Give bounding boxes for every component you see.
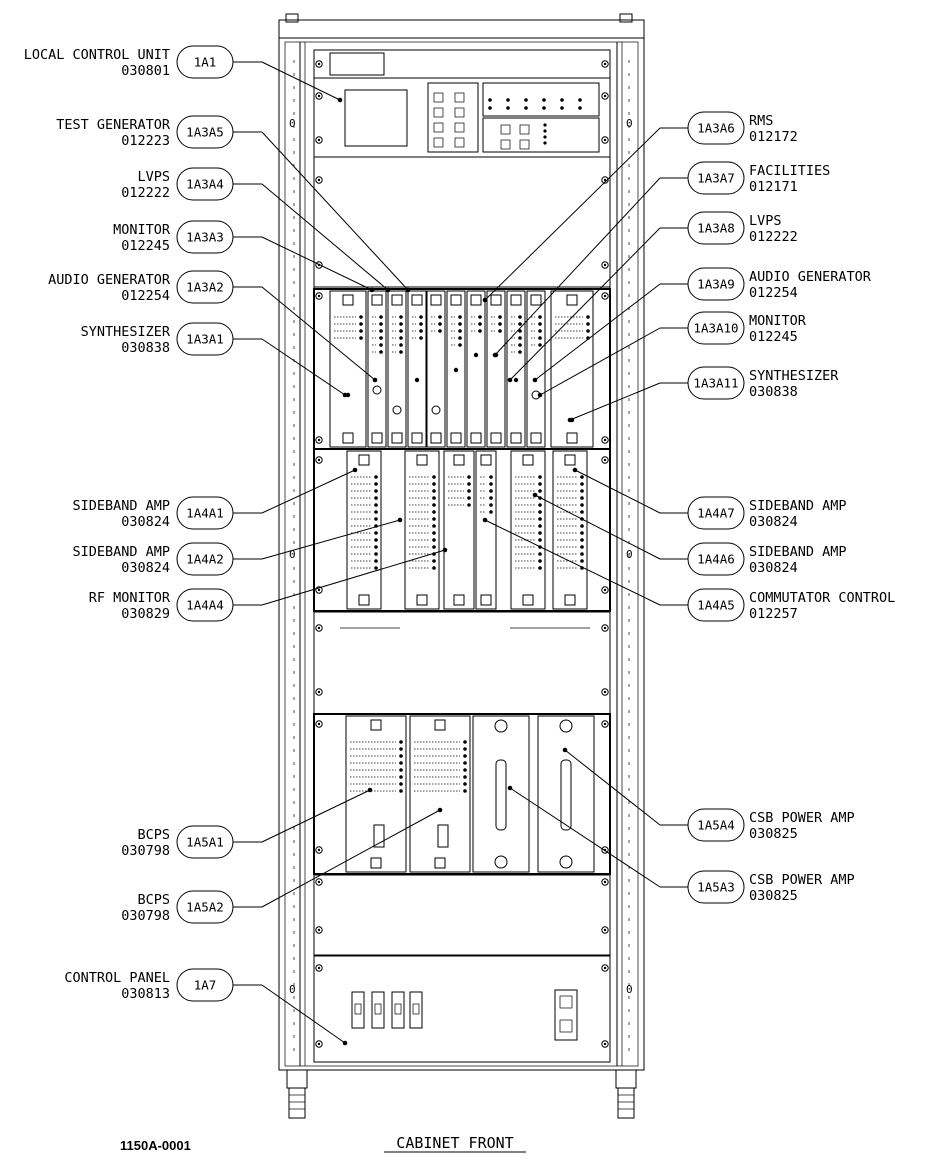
leader-line (510, 228, 660, 380)
svg-text:0: 0 (626, 983, 633, 996)
blank-panel-lower (314, 875, 610, 955)
callout-tag: 1A7 (193, 977, 217, 993)
callout-name: SIDEBAND AMP (72, 498, 170, 514)
callout-1a5a1 (121, 788, 372, 859)
svg-text:0: 0 (626, 117, 633, 130)
leader-dot (343, 393, 348, 398)
leader-dot (483, 518, 488, 523)
callout-name: CSB POWER AMP (749, 872, 855, 888)
callout-name: AUDIO GENERATOR (749, 269, 871, 285)
svg-text:0: 0 (289, 983, 296, 996)
callout-part-number: 030798 (121, 843, 170, 859)
lcu-screen (345, 90, 407, 146)
callout-1a3a11 (568, 367, 840, 422)
leader-dot (483, 298, 488, 303)
callout-name: BCPS (137, 892, 170, 908)
leader-dot (508, 378, 513, 383)
callout-part-number: 012257 (749, 606, 798, 622)
callout-1a5a2 (121, 808, 442, 924)
callout-name: SIDEBAND AMP (72, 544, 170, 560)
callout-tag: 1A3A8 (697, 220, 735, 236)
leader-dot (563, 748, 568, 753)
svg-text:0: 0 (289, 548, 296, 561)
callout-tag: 1A3A9 (697, 276, 735, 292)
lcu-top-display (330, 53, 384, 75)
leader-line (535, 495, 660, 559)
callout-part-number: 012254 (749, 285, 798, 301)
leader-dot (338, 98, 343, 103)
leader-line (535, 284, 660, 380)
callout-name: RMS (749, 113, 774, 129)
drawing-number: 1150A-0001 (120, 1138, 191, 1153)
leader-dot (373, 378, 378, 383)
callout-part-number: 030829 (121, 606, 170, 622)
leader-dot (406, 288, 411, 293)
cabinet-foot-left (287, 1070, 307, 1088)
leader-line (262, 520, 400, 559)
callout-part-number: 030824 (749, 560, 798, 576)
callout-tag: 1A4A5 (697, 597, 735, 613)
callout-name: COMMUTATOR CONTROL (749, 590, 896, 606)
leader-line (262, 985, 345, 1043)
callout-name: BCPS (137, 827, 170, 843)
callout-tag: 1A4A4 (186, 597, 224, 613)
leader-dot (343, 1041, 348, 1046)
callout-part-number: 012172 (749, 129, 798, 145)
callout-tag: 1A5A1 (186, 834, 224, 850)
leader-line (262, 62, 340, 100)
callout-tag: 1A5A3 (697, 879, 735, 895)
callout-tag: 1A1 (193, 54, 217, 70)
callout-name: CSB POWER AMP (749, 810, 855, 826)
leader-dot (568, 418, 573, 423)
leader-dot (493, 353, 498, 358)
diagram-title: CABINET FRONT (396, 1134, 514, 1152)
callout-layer (24, 46, 896, 1045)
callout-part-number: 012245 (749, 329, 798, 345)
callout-tag: 1A3A1 (186, 331, 224, 347)
callout-tag: 1A5A4 (697, 817, 735, 833)
leader-dot (573, 468, 578, 473)
callout-tag: 1A4A2 (186, 551, 224, 567)
cabinet-outer-frame (279, 38, 644, 1070)
callout-part-number: 012171 (749, 179, 798, 195)
callout-name: MONITOR (749, 313, 806, 329)
blank-panel-upper (314, 157, 610, 287)
control-panel (314, 956, 610, 1062)
callout-part-number: 030824 (121, 560, 170, 576)
callout-name: FACILITIES (749, 163, 831, 179)
callout-1a3a5 (56, 116, 410, 292)
callout-name: LOCAL CONTROL UNIT (23, 47, 170, 63)
leader-dot (386, 288, 391, 293)
callout-1a1 (24, 46, 343, 102)
leader-line (262, 810, 440, 907)
callout-tag: 1A3A10 (693, 320, 739, 336)
lcu-control-panel (483, 118, 599, 152)
lifting-eye-right (620, 14, 632, 22)
leader-line (570, 383, 660, 420)
leader-dot (508, 786, 513, 791)
callout-tag: 1A3A3 (186, 229, 224, 245)
callout-name: SIDEBAND AMP (749, 544, 847, 560)
leader-dot (368, 788, 373, 793)
callout-tag: 1A3A6 (697, 120, 735, 136)
callout-part-number: 012223 (121, 133, 170, 149)
leader-dot (533, 493, 538, 498)
leader-line (485, 128, 660, 300)
card-cage-1a5 (314, 714, 610, 874)
callout-tag: 1A3A11 (693, 375, 739, 391)
ac-outlet (555, 990, 577, 1040)
lifting-eye-left (286, 14, 298, 22)
callout-name: TEST GENERATOR (56, 117, 170, 133)
callout-name: LVPS (137, 169, 170, 185)
leader-line (262, 790, 370, 842)
leader-dot (370, 288, 375, 293)
leader-line (565, 750, 660, 825)
blank-panel-middle (314, 612, 610, 714)
callout-part-number: 012222 (749, 229, 798, 245)
leader-dot (538, 393, 543, 398)
cabinet-frame (279, 14, 644, 1118)
callout-part-number: 030825 (749, 888, 798, 904)
callout-1a3a1 (81, 323, 348, 397)
callout-tag: 1A4A1 (186, 505, 224, 521)
callout-name: CONTROL PANEL (64, 970, 170, 986)
callout-name: SYNTHESIZER (80, 324, 170, 340)
card-cage-1a3 (314, 289, 610, 449)
local-control-unit-panel (314, 50, 610, 157)
callout-tag: 1A3A5 (186, 124, 224, 140)
callout-part-number: 030801 (121, 63, 170, 79)
leader-dot (438, 808, 443, 813)
callout-tag: 1A4A7 (697, 505, 735, 521)
leader-dot (533, 378, 538, 383)
callout-name: RF MONITOR (88, 590, 170, 606)
callout-part-number: 030798 (121, 908, 170, 924)
callout-name: LVPS (749, 213, 782, 229)
leader-dot (353, 468, 358, 473)
svg-text:0: 0 (289, 117, 296, 130)
leader-dot (398, 518, 403, 523)
leader-line (262, 470, 355, 513)
callout-tag: 1A5A2 (186, 899, 224, 915)
callout-1a5a3 (508, 786, 855, 904)
callout-part-number: 030824 (121, 514, 170, 530)
svg-text:0: 0 (626, 548, 633, 561)
callout-tag: 1A3A4 (186, 176, 224, 192)
callout-part-number: 030838 (749, 384, 798, 400)
callout-part-number: 012254 (121, 288, 170, 304)
callout-name: SYNTHESIZER (749, 368, 839, 384)
callout-part-number: 012245 (121, 238, 170, 254)
callout-part-number: 030824 (749, 514, 798, 530)
leader-dot (443, 548, 448, 553)
leader-line (262, 132, 408, 290)
callout-1a5a4 (563, 748, 855, 842)
cabinet-top-cap (279, 20, 644, 38)
cabinet-foot-right (616, 1070, 636, 1088)
callout-tag: 1A3A2 (186, 279, 224, 295)
callout-name: MONITOR (113, 222, 170, 238)
leader-line (262, 339, 345, 395)
callout-part-number: 012222 (121, 185, 170, 201)
callout-1a4a7 (573, 468, 847, 530)
callout-name: SIDEBAND AMP (749, 498, 847, 514)
callout-name: AUDIO GENERATOR (48, 272, 170, 288)
callout-part-number: 030838 (121, 340, 170, 356)
callout-part-number: 030813 (121, 986, 170, 1002)
card-cage-1a4 (314, 449, 610, 611)
callout-tag: 1A4A6 (697, 551, 735, 567)
callout-part-number: 030825 (749, 826, 798, 842)
callout-tag: 1A3A7 (697, 170, 735, 186)
